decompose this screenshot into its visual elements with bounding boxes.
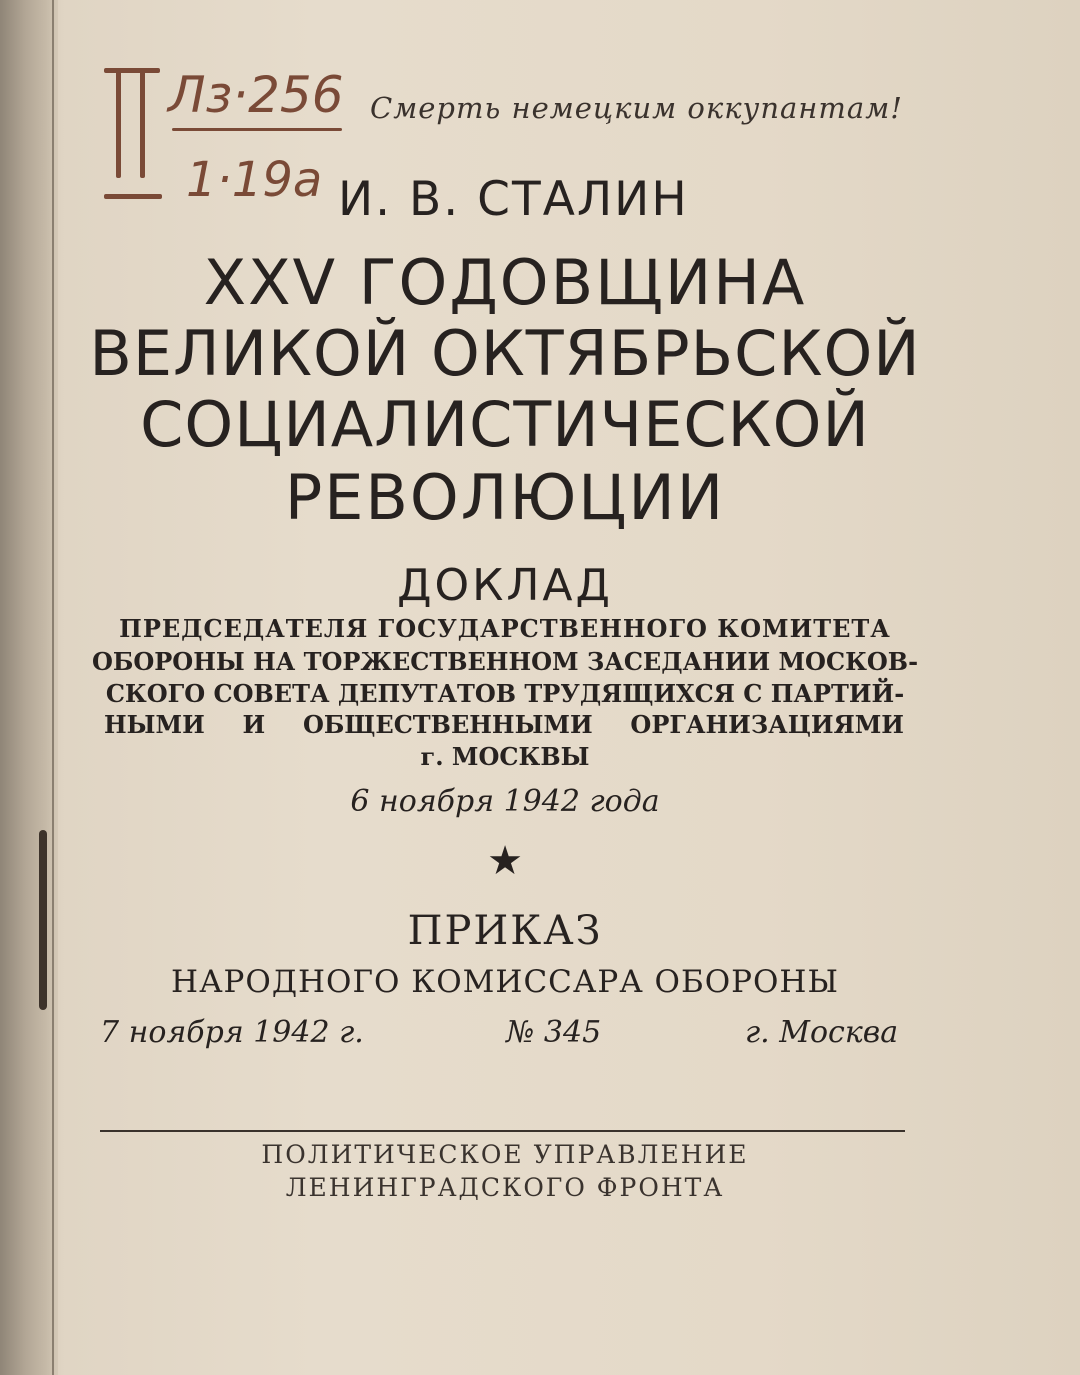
order-number: № 345	[506, 1015, 602, 1050]
report-line-4	[104, 710, 904, 739]
report-line-4-word-4: ОРГАНИЗАЦИЯМИ	[630, 710, 904, 739]
report-line-1: ПРЕДСЕДАТЕЛЯ ГОСУДАРСТВЕННОГО КОМИТЕТА	[119, 614, 891, 643]
handwritten-fraction-line	[172, 128, 342, 131]
handwritten-shelf-code-bottom: 1·19а	[186, 152, 323, 208]
publisher-line-1: ПОЛИТИЧЕСКОЕ УПРАВЛЕНИЕ	[261, 1140, 749, 1169]
handwritten-bar-right	[140, 70, 145, 178]
star-icon: ★	[487, 838, 523, 884]
handwritten-shelf-code-top: Лз·256	[168, 66, 344, 124]
order-date: 7 ноября 1942 г.	[100, 1015, 364, 1050]
report-heading: ДОКЛАД	[397, 560, 613, 611]
order-heading: ПРИКАЗ	[407, 908, 603, 954]
report-line-4-word-1: НЫМИ	[104, 710, 205, 739]
order-place: г. Москва	[745, 1015, 899, 1050]
report-line-4-word-2: И	[242, 710, 266, 739]
report-line-2: ОБОРОНЫ НА ТОРЖЕСТВЕННОМ ЗАСЕДАНИИ МОСКОВ-	[91, 647, 919, 676]
report-line-3: СКОГО СОВЕТА ДЕПУТАТОВ ТРУДЯЩИХСЯ С ПАРТИЙ-	[105, 679, 905, 708]
author: И. В. СТАЛИН	[338, 172, 689, 227]
handwritten-bar-upper	[104, 68, 160, 73]
order-subheading: НАРОДНОГО КОМИССАРА ОБОРОНЫ	[171, 964, 839, 1000]
title-line-2: ВЕЛИКОЙ ОКТЯБРЬСКОЙ	[89, 317, 921, 390]
title-line-4: РЕВОЛЮЦИИ	[284, 461, 726, 534]
slogan: Смерть немецким оккупантам!	[370, 91, 903, 125]
handwritten-bar-lower	[104, 194, 162, 199]
publisher-divider	[100, 1130, 905, 1132]
report-city: г. МОСКВЫ	[420, 742, 590, 771]
title-line-3: СОЦИАЛИСТИЧЕСКОЙ	[140, 388, 870, 461]
handwritten-bar-left	[116, 70, 121, 178]
report-date: 6 ноября 1942 года	[350, 784, 660, 819]
title-line-1: XXV ГОДОВЩИНА	[203, 246, 807, 319]
report-line-4-word-3: ОБЩЕСТВЕННЫМИ	[302, 710, 593, 739]
publisher-line-2: ЛЕНИНГРАДСКОГО ФРОНТА	[285, 1173, 725, 1202]
